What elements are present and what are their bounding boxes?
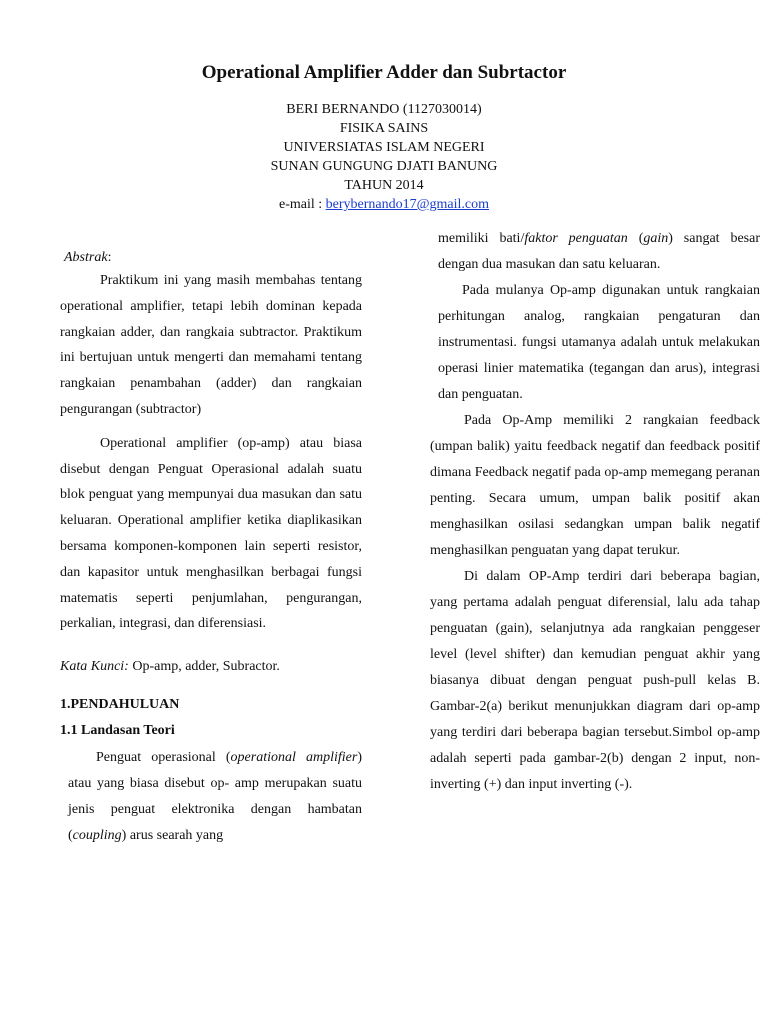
right-paragraph-3: Di dalam OP-Amp terdiri dari beberapa bagian, yang pertama adalah penguat diferensial, lalu ada tahap penguatan (gain), selanjutnya ada rangkaian penggeser level (level shifter) dan kemudian penguat akhir yang biasanya dibuat dengan penguat push-pull kelas B. Gambar-2(a) berikut menunjukkan diagram dari op-amp yang terdiri dari beberapa bagian tersebut.Simbol op-amp adalah seperti pada gambar-2(b) dengan 2 input, non-inverting (+) dan input inverting (-). [430, 569, 760, 792]
right-column [430, 226, 760, 798]
email-link[interactable]: berybernando17@gmail.com [325, 197, 489, 212]
author-university-line-2: SUNAN GUNGUNG DJATI BANUNG [270, 159, 498, 174]
email-label: e-mail : [278, 197, 326, 212]
paper-title: Operational Amplifier Adder dan Subrtactor [201, 62, 567, 83]
right-paragraph-2: Pada Op-Amp memiliki 2 rangkaian feedback (umpan balik) yaitu feedback negatif dan feedback positif dimana Feedback negatif pada op-amp memegang peranan penting. Secara umum, umpan balik positif akan menghasilkan osilasi sedangkan umpan balik negatif menghasilkan penguatan yang dapat terukur. [430, 413, 760, 558]
author-department: FISIKA SAINS [339, 121, 429, 136]
intro-paragraph: Penguat operasional (operational amplifier) atau yang biasa disebut op- amp merupakan suatu jenis penguat elektronika dengan hambatan (coupling) arus searah yang [68, 750, 363, 843]
abstract-paragraph-1: Praktikum ini yang masih membahas tentang operational amplifier, tetapi lebih dominan kepada rangkaian adder, dan rangkaia subtractor. Praktikum ini bertujuan untuk mengerti dan memahami tentang rangkaian penambahan (adder) dan rangkaian pengurangan (subtractor) [60, 273, 362, 417]
author-block [0, 100, 768, 214]
abstract-paragraph-2: Operational amplifier (op-amp) atau biasa disebut dengan Penguat Operasional adalah suatu blok penguat yang mempunyai dua masukan dan satu keluaran. Operational amplifier ketika diaplikasikan bersama komponen-komponen lain seperti resistor, dan kapasitor untuk menghasilkan berbagai fungsi matematis seperti penjumlahan, pengurangan, perkalian, integrasi, dan diferensiasi. [60, 435, 362, 632]
right-paragraph-0: memiliki bati/faktor penguatan (gain) sangat besar dengan dua masukan dan satu keluaran. [438, 231, 761, 272]
author-name: BERI BERNANDO (1127030014) [286, 102, 482, 117]
right-paragraph-1: Pada mulanya Op-amp digunakan untuk rangkaian perhitungan analog, rangkaian pengaturan dan instrumentasi. fungsi utamanya adalah untuk melakukan operasi linier matematika (tegangan dan arus), integrasi dan penguatan. [438, 283, 760, 402]
author-year: TAHUN 2014 [344, 178, 424, 193]
abstract-label: Abstrak: [64, 250, 112, 265]
subsection-heading: 1.1 Landasan Teori [60, 723, 175, 739]
section-heading: 1.PENDAHULUAN [60, 697, 180, 713]
author-university-line-1: UNIVERSIATAS ISLAM NEGERI [283, 140, 485, 155]
left-column [60, 248, 362, 848]
keywords [60, 657, 362, 677]
keywords-text: Op-amp, adder, Subractor. [128, 659, 280, 675]
author-email-line [0, 195, 768, 214]
keywords-label: Kata Kunci: [60, 659, 129, 675]
